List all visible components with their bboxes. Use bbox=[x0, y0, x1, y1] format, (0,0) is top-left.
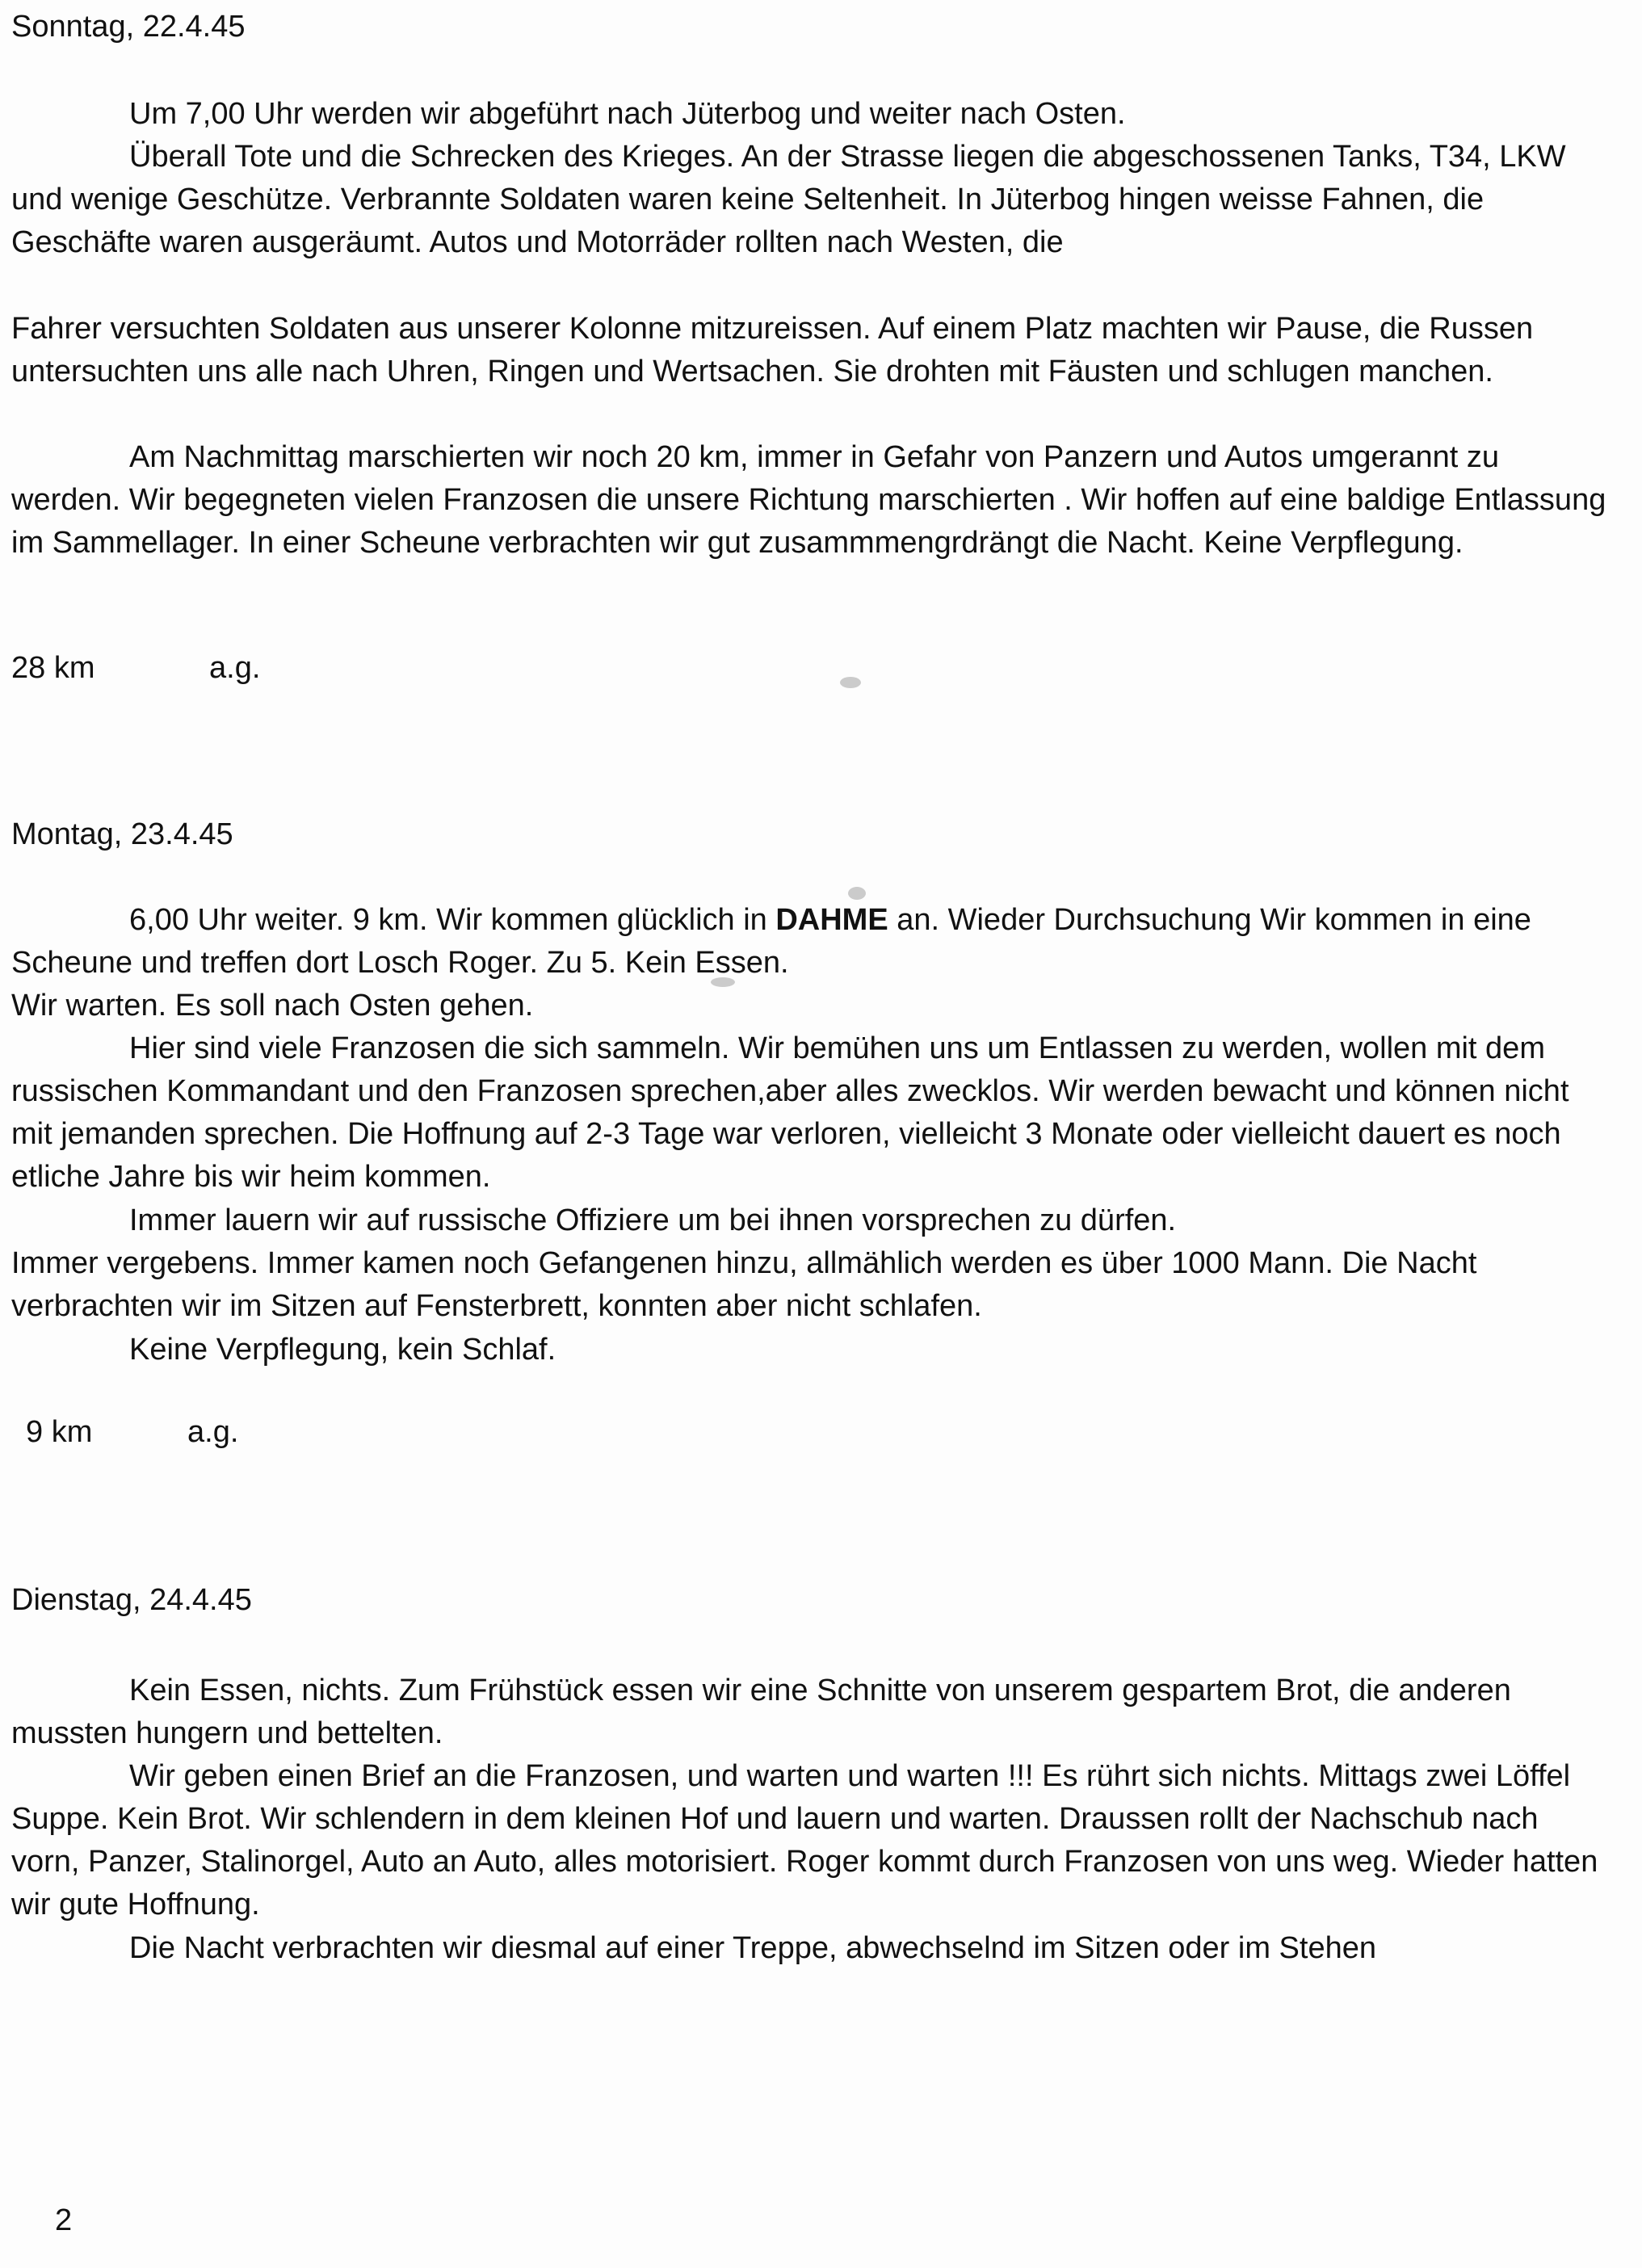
page-number: 2 bbox=[55, 2203, 73, 2237]
place-name: DAHME bbox=[775, 903, 888, 937]
paragraph: Um 7,00 Uhr werden wir abgeführt nach Jüterbog und weiter nach Osten. bbox=[129, 97, 1126, 131]
ink-smudge bbox=[848, 887, 866, 900]
entry-date: Montag, 23.4.45 bbox=[11, 817, 233, 851]
paragraph: Hier sind viele Franzosen die sich sammeln. Wir bemühen uns um Entlassen zu werden, wollen mit dem russischen Kommandant und den Franzosen sprechen,aber alles zwecklos. Wir werden bewacht und können nicht mit jemanden sprechen. Die Hoffnung auf 2-3 Tage war verloren, vielleicht 3 Monate oder vielleicht dauert es noch etliche Jahre bis wir heim kommen. bbox=[11, 1031, 1569, 1194]
paragraph: Wir warten. Es soll nach Osten gehen. bbox=[11, 989, 534, 1023]
paragraph: Fahrer versuchten Soldaten aus unserer Kolonne mitzureissen. Auf einem Platz machten wir Pause, die Russen untersuchten uns alle nach Uhren, Ringen und Wertsachen. Sie drohten mit Fäusten und schlugen manchen. bbox=[11, 312, 1534, 388]
paragraph-text: 6,00 Uhr weiter. 9 km. Wir kommen glücklich in bbox=[129, 903, 776, 937]
paragraph: Keine Verpflegung, kein Schlaf. bbox=[129, 1333, 556, 1367]
distance: 9 km bbox=[26, 1415, 93, 1449]
daily-summary bbox=[11, 651, 260, 686]
daily-summary bbox=[26, 1415, 238, 1450]
summary-note: a.g. bbox=[209, 651, 261, 685]
entry-date: Dienstag, 24.4.45 bbox=[11, 1583, 252, 1617]
paragraph: Überall Tote und die Schrecken des Krieges. An der Strasse liegen die abgeschossenen Tanks, T34, LKW und wenige Geschütze. Verbrannte Soldaten waren keine Seltenheit. In Jüterbog hingen weisse Fahnen, die Geschäfte waren ausgeräumt. Autos und Motorräder rollten nach Westen, die bbox=[11, 140, 1566, 259]
paragraph: Kein Essen, nichts. Zum Frühstück essen wir eine Schnitte von unserem gespartem Brot, die anderen mussten hungern und bettelten. bbox=[11, 1674, 1511, 1750]
ink-smudge bbox=[840, 677, 861, 688]
distance: 28 km bbox=[11, 651, 95, 685]
paragraph bbox=[11, 899, 1615, 985]
paragraph: Wir geben einen Brief an die Franzosen, und warten und warten !!! Es rührt sich nichts. Mittags zwei Löffel Suppe. Kein Brot. Wir schlendern in dem kleinen Hof und lauern und warten. Draussen rollt der Nachschub nach vorn, Panzer, Stalinorgel, Auto an Auto, alles motorisiert. Roger kommt durch Franzosen von uns weg. Wieder hatten wir gute Hoffnung. bbox=[11, 1759, 1598, 1922]
paragraph: Immer vergebens. Immer kamen noch Gefangenen hinzu, allmählich werden es über 1000 Mann. Die Nacht verbrachten wir im Sitzen auf Fensterbrett, konnten aber nicht schlafen. bbox=[11, 1246, 1477, 1323]
paragraph: Am Nachmittag marschierten wir noch 20 km, immer in Gefahr von Panzern und Autos umgerannt zu werden. Wir begegneten vielen Franzosen die unsere Richtung marschierten . Wir hoffen auf eine baldige Entlassung im Sammellager. In einer Scheune verbrachten wir gut zusammmengrdrängt die Nacht. Keine Verpflegung. bbox=[11, 440, 1606, 560]
paragraph-text: an. Wieder Durchsuchung Wir kommen in eine Scheune und treffen dort Losch Roger. Zu 5. Kein Essen. bbox=[11, 903, 1531, 980]
paragraph: Immer lauern wir auf russische Offiziere um bei ihnen vorsprechen zu dürfen. bbox=[129, 1203, 1177, 1237]
entry-date: Sonntag, 22.4.45 bbox=[11, 10, 246, 44]
summary-note: a.g. bbox=[187, 1415, 239, 1449]
paragraph: Die Nacht verbrachten wir diesmal auf einer Treppe, abwechselnd im Sitzen oder im Stehen bbox=[129, 1931, 1376, 1965]
